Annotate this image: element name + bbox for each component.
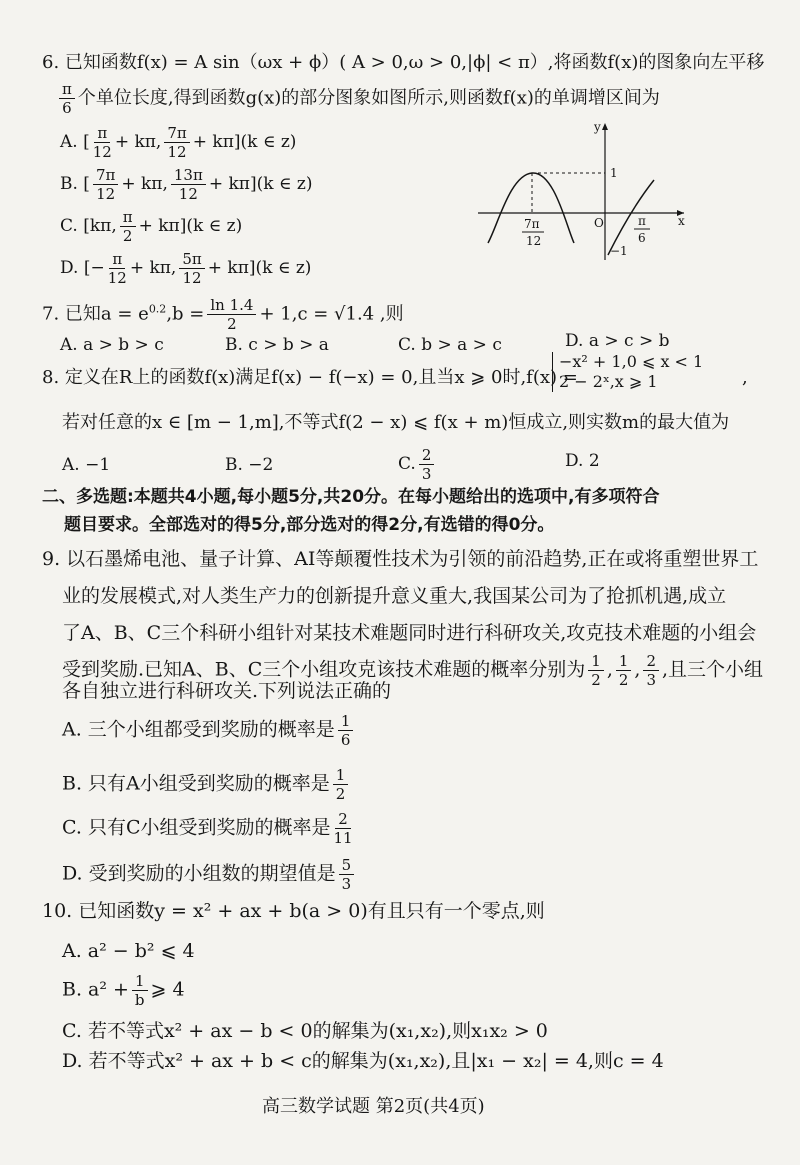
q6-option-a: A. [ $\frac{\pi}{12}$ + kπ, $\frac{7\pi}{12}$ + kπ](k ∈ z) bbox=[60, 124, 297, 161]
q7-stem: 7. 已知$a = e^{0.2},b$ = $\frac{\ln 1.4}{2}$ + 1,c = √1.4 ,则 bbox=[42, 296, 404, 333]
q9-stem-line3: 了A、B、C三个科研小组针对某技术难题同时进行科研攻关,攻克技术难题的小组会 bbox=[62, 622, 757, 644]
q9-option-a: A. 三个小组都受到奖励的概率是 $\frac{1}{6}$ bbox=[62, 712, 356, 749]
q9-stem-line4: 受到奖励.已知A、B、C三个小组攻克该技术难题的概率分别为 $\frac{1}{2}$ , $\frac{1}{2}$ , $\frac{2}{3}$ ,且三个小组 bbox=[62, 652, 764, 689]
section2-header-line1: 二、多选题:本题共4小题,每小题5分,共20分。在每小题给出的选项中,有多项符合 bbox=[42, 487, 660, 507]
q8-option-b: B. −2 bbox=[225, 455, 274, 475]
label-one: 1 bbox=[610, 166, 618, 180]
q6-stem-line2: $\frac{\pi}{6}$ 个单位长度,得到函数g(x)的部分图象如图所示,则函数f(x)的单调增区间为 bbox=[56, 80, 660, 117]
q8-stem-line2: 若对任意的x ∈ [m − 1,m],不等式f(2 − x) ⩽ f(x + m)恒成立,则实数m的最大值为 bbox=[62, 412, 730, 433]
q9-option-c: C. 只有C小组受到奖励的概率是 $\frac{2}{11}$ bbox=[62, 810, 353, 847]
q8-piecewise: −x² + 1,0 ⩽ x < 1 2 − 2ˣ,x ⩾ 1 bbox=[552, 352, 703, 392]
q7-option-b: B. c > b > a bbox=[225, 335, 329, 355]
label-neg-one: −1 bbox=[610, 244, 628, 258]
x-axis-label: x bbox=[678, 214, 685, 228]
q10-option-a: A. a² − b² ⩽ 4 bbox=[62, 940, 195, 962]
q9-option-b: B. 只有A小组受到奖励的概率是 $\frac{1}{2}$ bbox=[62, 766, 351, 803]
q10-option-d: D. 若不等式x² + ax + b < c的解集为(x₁,x₂),且|x₁ − x₂| = 4,则c = 4 bbox=[62, 1050, 664, 1072]
q6-option-b: B. [ $\frac{7\pi}{12}$ + kπ, $\frac{13\pi}{12}$ + kπ](k ∈ z) bbox=[60, 166, 313, 203]
q7-option-a: A. a > b > c bbox=[60, 335, 164, 355]
q6-fraction: $\frac{\pi}{6}$ bbox=[59, 80, 75, 117]
q8-stem-line1: 8. 定义在R上的函数f(x)满足f(x) − f(−x) = 0,且当x ⩾ 0时,f(x) = bbox=[42, 367, 578, 388]
q8-option-d: D. 2 bbox=[565, 451, 600, 471]
q8-comma: , bbox=[742, 367, 748, 388]
origin-label: O bbox=[594, 216, 604, 230]
q6-option-c: C. [kπ, $\frac{\pi}{2}$ + kπ](k ∈ z) bbox=[60, 208, 243, 245]
q9-stem-line5: 各自独立进行科研攻关.下列说法正确的 bbox=[62, 680, 392, 702]
q9-option-d: D. 受到奖励的小组数的期望值是 $\frac{5}{3}$ bbox=[62, 856, 357, 893]
tick-right-den: 6 bbox=[638, 231, 646, 245]
section2-header-line2: 题目要求。全部选对的得5分,部分选对的得2分,有选错的得0分。 bbox=[64, 515, 555, 535]
q9-stem-line1: 9. 以石墨烯电池、量子计算、AI等颠覆性技术为引领的前沿趋势,正在或将重塑世界工 bbox=[42, 548, 759, 570]
tick-left-den: 12 bbox=[526, 234, 542, 248]
q10-option-c: C. 若不等式x² + ax − b < 0的解集为(x₁,x₂),则x₁x₂ > 0 bbox=[62, 1020, 548, 1042]
q9-stem-line2: 业的发展模式,对人类生产力的创新提升意义重大,我国某公司为了抢抓机遇,成立 bbox=[62, 585, 727, 607]
tick-left-num: 7π bbox=[524, 217, 540, 231]
q10-option-b: B. a² + $\frac{1}{b}$ ⩾ 4 bbox=[62, 972, 185, 1009]
tick-right-num: π bbox=[638, 214, 646, 228]
y-axis-label: y bbox=[594, 120, 601, 134]
page-footer: 高三数学试题 第2页(共4页) bbox=[262, 1096, 485, 1117]
q8-option-c: C. $\frac{2}{3}$ bbox=[398, 446, 437, 483]
q6-stem-line1: 6. 已知函数f(x) = A sin（ωx + ϕ）( A > 0,ω > 0,|ϕ| < π）,将函数f(x)的图象向左平移 bbox=[42, 52, 765, 73]
y-axis-arrow-icon bbox=[602, 123, 608, 130]
q6-function-graph bbox=[470, 115, 700, 265]
q7-option-c: C. b > a > c bbox=[398, 335, 502, 355]
q8-option-a: A. −1 bbox=[62, 455, 111, 475]
q10-stem: 10. 已知函数y = x² + ax + b(a > 0)有且只有一个零点,则 bbox=[42, 900, 545, 922]
q6-option-d: D. [− $\frac{\pi}{12}$ + kπ, $\frac{5\pi}{12}$ + kπ](k ∈ z) bbox=[60, 250, 312, 287]
q7-option-d: D. a > c > b bbox=[565, 331, 670, 351]
